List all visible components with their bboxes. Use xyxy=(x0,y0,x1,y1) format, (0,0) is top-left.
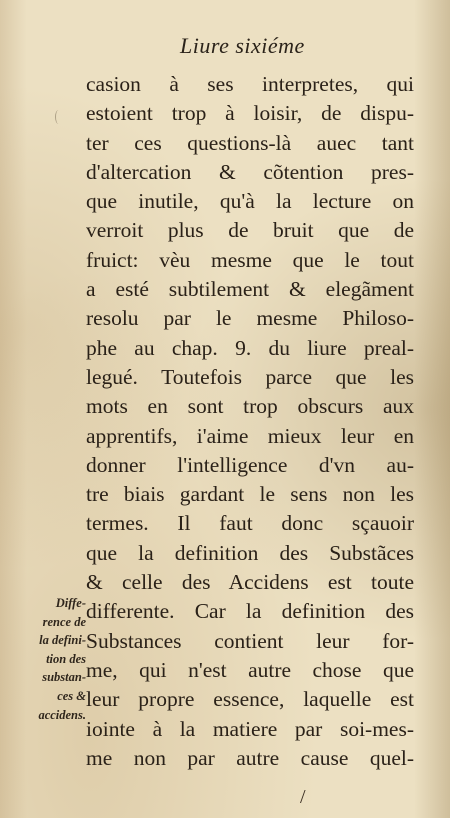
marginal-note-line: Diffe- xyxy=(55,596,86,610)
text-line: Substances contient leur for- xyxy=(86,628,414,653)
text-line: casion à ses interpretes, qui xyxy=(86,72,414,96)
text-line: tre biais gardant le sens non les xyxy=(86,482,414,507)
body-text xyxy=(86,70,414,773)
running-head: Liure sixiéme xyxy=(180,33,305,58)
marginal-note xyxy=(14,594,86,724)
text-line: donner l'intelligence d'vn au- xyxy=(86,452,414,477)
marginal-note-line: rence de xyxy=(42,614,86,629)
text-line: me, qui n'est autre chose que xyxy=(86,657,414,682)
marginal-note-line: tion des xyxy=(46,651,86,666)
marginal-note-line: la defini- xyxy=(39,633,86,648)
text-line: phe au chap. 9. du liure preal- xyxy=(86,335,414,360)
text-line: mots en sont trop obscurs aux xyxy=(86,394,414,419)
text-line: resolu par le mesme Philoso- xyxy=(86,306,414,331)
marginal-note-line: accidens. xyxy=(38,707,86,722)
text-line: que la definition des Substãces xyxy=(86,540,414,565)
text-line: leur propre essence, laquelle est xyxy=(86,687,414,712)
text-line: me non par autre cause quel- xyxy=(86,745,414,770)
text-line: que inutile, qu'à la lecture on xyxy=(86,189,414,214)
text-line: & celle des Accidens est toute xyxy=(86,570,414,595)
marginal-note-line: substan- xyxy=(42,670,86,685)
text-line: verroit plus de bruit que de xyxy=(86,218,414,243)
page-mark: / xyxy=(300,786,306,808)
text-line: iointe à la matiere par soi-mes- xyxy=(86,716,414,741)
text-line: a esté subtilement & elegãment xyxy=(86,277,414,302)
text-line: ter ces questions-là auec tant xyxy=(86,130,414,155)
text-line: fruict: vèu mesme que le tout xyxy=(86,247,414,272)
text-line: termes. Il faut donc sçauoir xyxy=(86,511,414,536)
text-line: d'altercation & cõtention pres- xyxy=(86,159,414,184)
ink-stain xyxy=(55,110,62,124)
text-line: differente. Car la definition des xyxy=(86,599,414,624)
text-line: estoient trop à loisir, de dispu- xyxy=(86,101,414,126)
marginal-note-line: ces & xyxy=(57,688,86,703)
text-line: legué. Toutefois parce que les xyxy=(86,364,414,389)
text-line: apprentifs, i'aime mieux leur en xyxy=(86,423,414,448)
